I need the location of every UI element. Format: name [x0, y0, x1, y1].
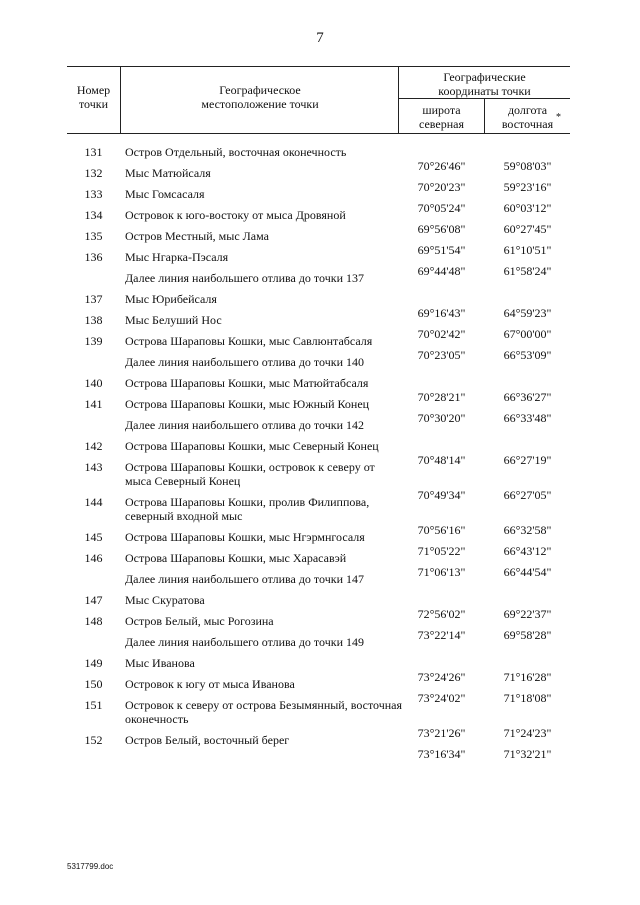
cell-longitude: 71°16'28" — [503, 670, 552, 684]
cell-latitude: 69°44'48" — [417, 264, 466, 278]
table-header — [67, 66, 570, 134]
cell-longitude: 66°43'12" — [503, 544, 552, 558]
cell-longitude: 71°24'23" — [503, 726, 552, 740]
cell-latitude: 69°16'43" — [417, 306, 466, 320]
cell-latitude: 70°23'05" — [417, 348, 466, 362]
note-row: Далее линия наибольшего отлива до точки 140 — [125, 355, 364, 369]
cell-location: Мыс Нгарка-Пэсаля — [125, 250, 229, 264]
cell-point-number: 135 — [84, 229, 103, 243]
cell-latitude: 70°48'14" — [417, 453, 466, 467]
cell-latitude: 70°28'21" — [417, 390, 466, 404]
cell-point-number: 151 — [84, 698, 103, 712]
cell-point-number: 134 — [84, 208, 103, 222]
page-number: 7 — [316, 30, 324, 46]
header-longitude: долгота восточная — [501, 103, 554, 131]
cell-latitude: 71°05'22" — [417, 544, 466, 558]
table-body — [67, 141, 570, 761]
cell-location: Острова Шараповы Кошки, мыс Матюйтабсаля — [125, 376, 369, 390]
header-point-number: Номер точки — [76, 83, 111, 111]
cell-location: Острова Шараповы Кошки, островок к северу от мыса Северный Конец — [125, 460, 375, 488]
cell-latitude: 72°56'02" — [417, 607, 466, 621]
cell-point-number: 139 — [84, 334, 103, 348]
cell-longitude: 66°44'54" — [503, 565, 552, 579]
cell-point-number: 145 — [84, 530, 103, 544]
cell-point-number: 146 — [84, 551, 103, 565]
cell-location: Острова Шараповы Кошки, мыс Харасавэй — [125, 551, 347, 565]
cell-location: Острова Шараповы Кошки, мыс Северный Конец — [125, 439, 379, 453]
cell-location: Остров Белый, мыс Рогозина — [125, 614, 274, 628]
cell-latitude: 70°20'23" — [417, 180, 466, 194]
cell-longitude: 69°22'37" — [503, 607, 552, 621]
cell-longitude: 66°27'19" — [503, 453, 552, 467]
cell-location: Острова Шараповы Кошки, мыс Савлюнтабсаля — [125, 334, 373, 348]
cell-point-number: 131 — [84, 145, 103, 159]
note-row: Далее линия наибольшего отлива до точки 142 — [125, 418, 364, 432]
cell-latitude: 69°56'08" — [417, 222, 466, 236]
cell-location: Островок к северу от острова Безымянный, восточная оконечность — [125, 698, 403, 726]
cell-point-number: 138 — [84, 313, 103, 327]
cell-point-number: 137 — [84, 292, 103, 306]
cell-point-number: 147 — [84, 593, 103, 607]
cell-location: Мыс Гомсасаля — [125, 187, 205, 201]
cell-location: Остров Белый, восточный берег — [125, 733, 290, 747]
cell-latitude: 70°49'34" — [417, 488, 466, 502]
cell-point-number: 136 — [84, 250, 103, 264]
cell-point-number: 150 — [84, 677, 103, 691]
cell-longitude: 71°32'21" — [503, 747, 552, 761]
cell-longitude: 61°58'24" — [503, 264, 552, 278]
cell-longitude: 66°27'05" — [503, 488, 552, 502]
cell-location: Мыс Юрибейсаля — [125, 292, 217, 306]
cell-longitude: 66°36'27" — [503, 390, 552, 404]
cell-location: Острова Шараповы Кошки, пролив Филиппова, северный входной мыс — [125, 495, 370, 523]
cell-longitude: 66°32'58" — [503, 523, 552, 537]
cell-point-number: 140 — [84, 376, 103, 390]
cell-latitude: 70°02'42" — [417, 327, 466, 341]
header-divider — [398, 98, 570, 99]
cell-longitude: 61°10'51" — [503, 243, 552, 257]
cell-point-number: 149 — [84, 656, 103, 670]
cell-location: Мыс Матюйсаля — [125, 166, 211, 180]
cell-latitude: 70°30'20" — [417, 411, 466, 425]
cell-location: Острова Шараповы Кошки, мыс Нгэрмнгосаля — [125, 530, 365, 544]
cell-latitude: 73°22'14" — [417, 628, 466, 642]
cell-location: Островок к юго-востоку от мыса Дровяной — [125, 208, 346, 222]
cell-point-number: 144 — [84, 495, 103, 509]
cell-longitude: 66°33'48" — [503, 411, 552, 425]
cell-point-number: 132 — [84, 166, 103, 180]
cell-point-number: 148 — [84, 614, 103, 628]
header-latitude: широта северная — [419, 103, 464, 131]
cell-point-number: 143 — [84, 460, 103, 474]
table-row — [67, 729, 570, 761]
cell-latitude: 71°06'13" — [417, 565, 466, 579]
cell-location: Мыс Белуший Нос — [125, 313, 222, 327]
cell-point-number: 133 — [84, 187, 103, 201]
cell-longitude: 71°18'08" — [503, 691, 552, 705]
cell-location: Острова Шараповы Кошки, мыс Южный Конец — [125, 397, 370, 411]
cell-longitude: 66°53'09" — [503, 348, 552, 362]
footnote-asterisk: * — [556, 112, 561, 123]
cell-location: Мыс Иванова — [125, 656, 195, 670]
cell-longitude: 67°00'00" — [503, 327, 552, 341]
cell-latitude: 70°05'24" — [417, 201, 466, 215]
cell-point-number: 152 — [84, 733, 103, 747]
cell-point-number: 141 — [84, 397, 103, 411]
cell-latitude: 70°56'16" — [417, 523, 466, 537]
cell-location: Остров Отдельный, восточная оконечность — [125, 145, 347, 159]
note-row: Далее линия наибольшего отлива до точки 147 — [125, 572, 364, 586]
cell-latitude: 73°24'26" — [417, 670, 466, 684]
cell-longitude: 60°27'45" — [503, 222, 552, 236]
header-coordinates: Географические координаты точки — [438, 70, 531, 98]
cell-location: Островок к югу от мыса Иванова — [125, 677, 295, 691]
cell-latitude: 73°21'26" — [417, 726, 466, 740]
cell-point-number: 142 — [84, 439, 103, 453]
cell-longitude: 60°03'12" — [503, 201, 552, 215]
cell-longitude: 64°59'23" — [503, 306, 552, 320]
note-row: Далее линия наибольшего отлива до точки 149 — [125, 635, 364, 649]
header-location: Географическое местоположение точки — [201, 83, 319, 111]
cell-latitude: 69°51'54" — [417, 243, 466, 257]
note-row: Далее линия наибольшего отлива до точки 137 — [125, 271, 364, 285]
cell-latitude: 73°16'34" — [417, 747, 466, 761]
cell-longitude: 59°08'03" — [503, 159, 552, 173]
cell-latitude: 70°26'46" — [417, 159, 466, 173]
cell-location: Остров Местный, мыс Лама — [125, 229, 269, 243]
cell-location: Мыс Скуратова — [125, 593, 205, 607]
cell-latitude: 73°24'02" — [417, 691, 466, 705]
cell-longitude: 69°58'28" — [503, 628, 552, 642]
cell-longitude: 59°23'16" — [503, 180, 552, 194]
file-name-footer: 5317799.doc — [67, 862, 114, 871]
